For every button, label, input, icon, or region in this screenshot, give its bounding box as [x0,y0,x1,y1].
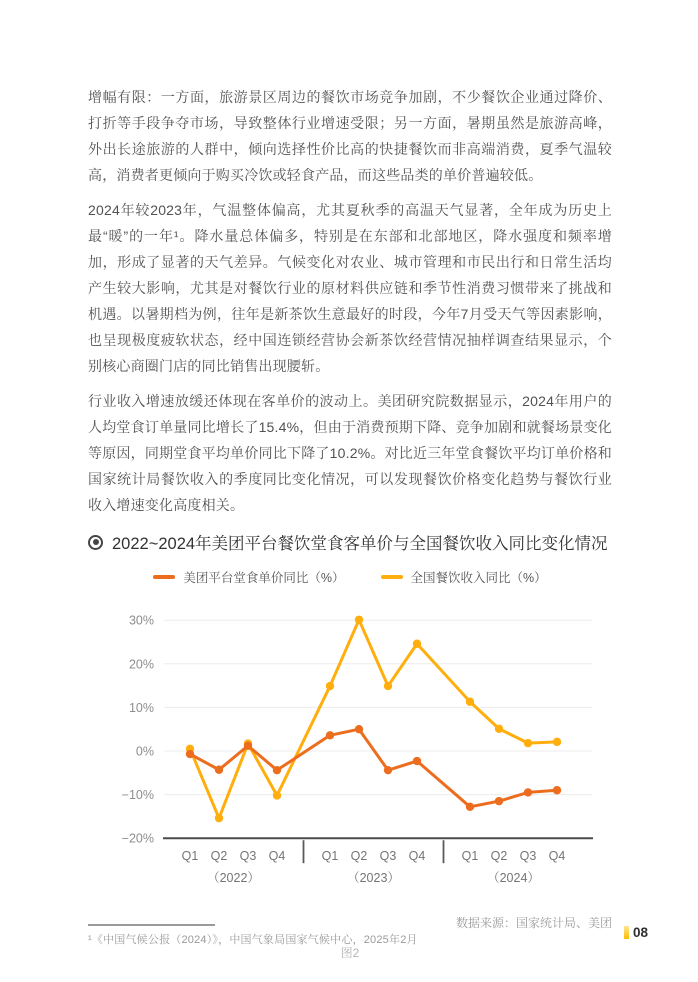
page-number-value: 08 [632,925,648,940]
x-tick-label: Q2 [210,849,228,863]
x-tick-label: Q3 [379,849,397,863]
figure-caption: 图2 [340,946,360,960]
x-tick-label: Q3 [239,849,257,863]
y-tick-label: 20% [128,657,154,672]
series-point-0 [215,766,223,774]
series-point-0 [326,731,334,739]
body-paragraph-2: 2024年较2023年，气温整体偏高，尤其夏秋季的高温天气显著，全年成为历史上最“暖”的一年¹。降水量总体偏多，特别是在东部和北部地区，降水强度和频率增加，形成了显著的天气差异。气候变化对农业、城市管理和市民出行和日常生活均产生较大影响，尤其是对餐饮行业的原材料供应链和季节性消费习惯带来了挑战和机遇。以暑期档为例，往年是新茶饮生意最好的时段，今年7月受天气等因素影响，也呈现极度疲软状态，经中国连锁经营协会新茶饮经营情况抽样调查结果显示，个别核心商圈门店的同比销售出现腰斩。 [88,202,612,374]
year-label: （2023） [347,871,400,885]
series-point-1 [553,738,561,746]
series-line-1 [190,620,557,818]
series-point-0 [413,757,421,765]
page-number-bar-icon [624,926,629,939]
series-point-0 [244,742,252,750]
series-point-1 [273,791,281,799]
y-tick-label: 10% [128,700,154,715]
x-tick-label: Q1 [321,849,339,863]
chart-title-row [88,530,612,554]
body-paragraph-3: 行业收入增速放缓还体现在客单价的波动上。美团研究院数据显示，2024年用户的人均堂食订单量同比增长了15.4%，但由于消费预期下降、竞争加剧和就餐场景变化等原因，同期堂食平均单价同比下降了10.2%。对比近三年堂食餐饮平均订单价格和国家统计局餐饮收入的季度同比变化情况，可以发现餐饮价格变化趋势与餐饮行业收入增速变化高度相关。 [88,393,612,513]
x-tick-label: Q2 [490,849,508,863]
legend-item-national [381,568,547,586]
year-label: （2024） [487,871,540,885]
x-tick-label: Q4 [408,849,426,863]
series-point-1 [413,640,421,648]
x-tick-label: Q3 [519,849,537,863]
y-tick-label: −20% [121,831,154,846]
legend-item-meituan [153,568,344,586]
legend-label-national: 全国餐饮收入同比（%） [410,571,547,585]
series-point-1 [495,725,503,733]
series-point-0 [273,766,281,774]
body-paragraph-1: 增幅有限：一方面，旅游景区周边的餐饮市场竞争加剧，不少餐饮企业通过降价、打折等手段争夺市场，导致整体行业增速受限；另一方面，暑期虽然是旅游高峰，外出长途旅游的人群中，倾向选择性价比高的快捷餐饮而非高端消费，夏季气温较高，消费者更倾向于购买冷饮或轻食产品，而这些品类的单价普遍较低。 [88,89,612,183]
page-number [624,925,648,940]
page-content [88,84,612,961]
y-tick-label: 0% [135,744,154,759]
series-point-0 [553,786,561,794]
footnote-text: ¹《中国气候公报（2024）》，中国气象局国家气候中心，2025年2月 [88,934,418,946]
chart-title: 2022~2024年美团平台餐饮堂食客单价与全国餐饮收入同比变化情况 [112,535,608,553]
chart-legend [88,568,612,586]
y-tick-label: −10% [121,788,154,803]
series-point-0 [495,797,503,805]
series-point-0 [355,725,363,733]
x-tick-label: Q4 [268,849,286,863]
footnote-divider [88,924,215,926]
legend-swatch-meituan-icon [153,575,175,579]
series-point-1 [215,814,223,822]
data-source-note: 数据来源：国家统计局、美团 [455,916,612,930]
x-tick-label: Q2 [350,849,368,863]
legend-label-meituan: 美团平台堂食单价同比（%） [183,571,345,585]
series-point-1 [466,698,474,706]
series-point-1 [355,616,363,624]
series-point-1 [326,682,334,690]
series-point-1 [524,739,532,747]
chart-title-bullet-icon [88,535,103,550]
year-label: （2022） [207,871,260,885]
series-point-1 [384,682,392,690]
series-point-0 [384,766,392,774]
x-tick-label: Q1 [181,849,199,863]
series-point-0 [466,803,474,811]
x-tick-label: Q1 [461,849,479,863]
y-tick-label: 30% [128,613,154,628]
line-chart [96,609,616,894]
legend-swatch-national-icon [381,575,403,579]
series-point-0 [524,788,532,796]
series-point-0 [186,750,194,758]
x-tick-label: Q4 [548,849,566,863]
